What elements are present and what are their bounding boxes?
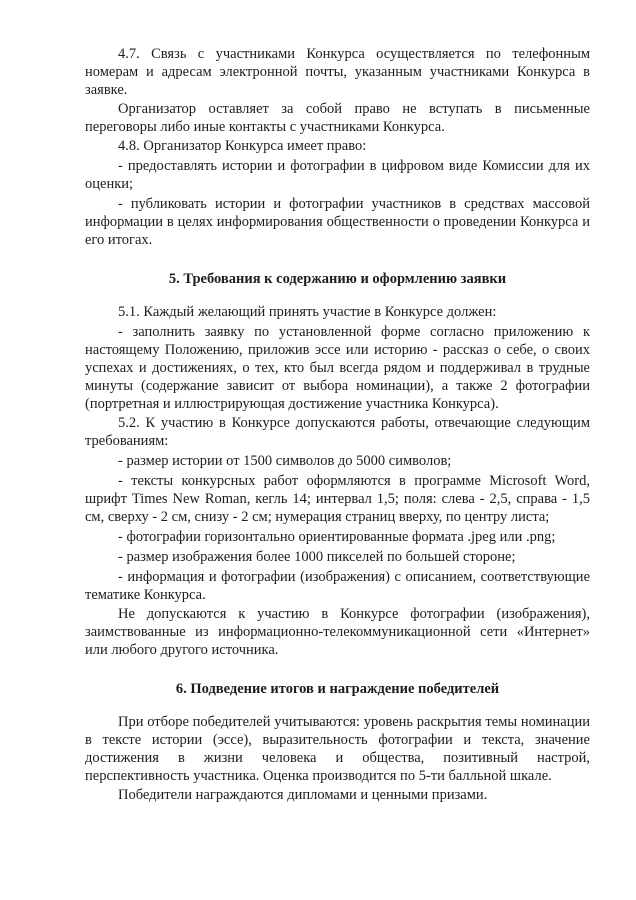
list-item-story-size: - размер истории от 1500 символов до 5000 символов; <box>118 453 452 469</box>
heading-section-6-results-awards: 6. Подведение итогов и награждение победителей <box>175 681 500 697</box>
paragraph-selection-criteria: При отборе победителей учитываются: уровень раскрытия темы номинации в тексте истории (эссе), выразительность фотографии и текста, значение достижения в жизни человека и общества, позитивный настрой, перспективность участника. Оценка производится по 5-ти балльной шкале. <box>85 714 590 784</box>
paragraph-4-7-contact: 4.7. Связь с участниками Конкурса осуществляется по телефонным номерам и адресам электронной почты, указанным участниками Конкурса в заявке. <box>85 46 590 98</box>
paragraph-5-1-participant-must: 5.1. Каждый желающий принять участие в Конкурсе должен: <box>118 304 497 320</box>
paragraph-5-2-work-requirements: 5.2. К участию в Конкурсе допускаются работы, отвечающие следующим требованиям: <box>85 415 590 449</box>
list-item-theme-relevance: - информация и фотографии (изображения) с описанием, соответствующие тематике Конкурса. <box>85 569 590 603</box>
paragraph-organizer-no-correspondence: Организатор оставляет за собой право не вступать в письменные переговоры либо иные контакты с участниками Конкурса. <box>85 101 590 135</box>
paragraph-internet-photos-not-allowed: Не допускаются к участию в Конкурсе фотографии (изображения), заимствованные из информационно-телекоммуникационной сети «Интернет» или любого другого источника. <box>85 606 590 658</box>
list-item-text-formatting: - тексты конкурсных работ оформляются в программе Microsoft Word, шрифт Times New Roman, кегль 14; интервал 1,5; поля: слева - 2,5, справа - 1,5 см, сверху - 2 см, снизу - 2 см; нумерация страниц вверху, по центру листа; <box>85 473 590 525</box>
list-item-publish-in-media: - публиковать истории и фотографии участников в средствах массовой информации в целях информирования общественности о проведении Конкурса и его итогах. <box>85 196 590 248</box>
list-item-photo-orientation: - фотографии горизонтально ориентированные формата .jpeg или .png; <box>118 529 556 545</box>
paragraph-winners-awards: Победители награждаются дипломами и ценными призами. <box>118 787 488 803</box>
paragraph-4-8-organizer-rights: 4.8. Организатор Конкурса имеет право: <box>118 138 367 154</box>
heading-section-5-requirements: 5. Требования к содержанию и оформлению заявки <box>168 271 507 287</box>
list-item-image-size: - размер изображения более 1000 пикселей по большей стороне; <box>118 549 516 565</box>
list-item-fill-application: - заполнить заявку по установленной форме согласно приложению к настоящему Положению, приложив эссе или историю - рассказ о себе, о своих успехах и достижениях, о тех, кто был всегда рядом и поддерживал в трудные минуты (содержание зависит от выбора номинации), а также 2 фотографии (портретная и иллюстрирующая достижение участника Конкурса). <box>85 324 590 412</box>
list-item-provide-to-commission: - предоставлять истории и фотографии в цифровом виде Комиссии для их оценки; <box>85 158 590 192</box>
